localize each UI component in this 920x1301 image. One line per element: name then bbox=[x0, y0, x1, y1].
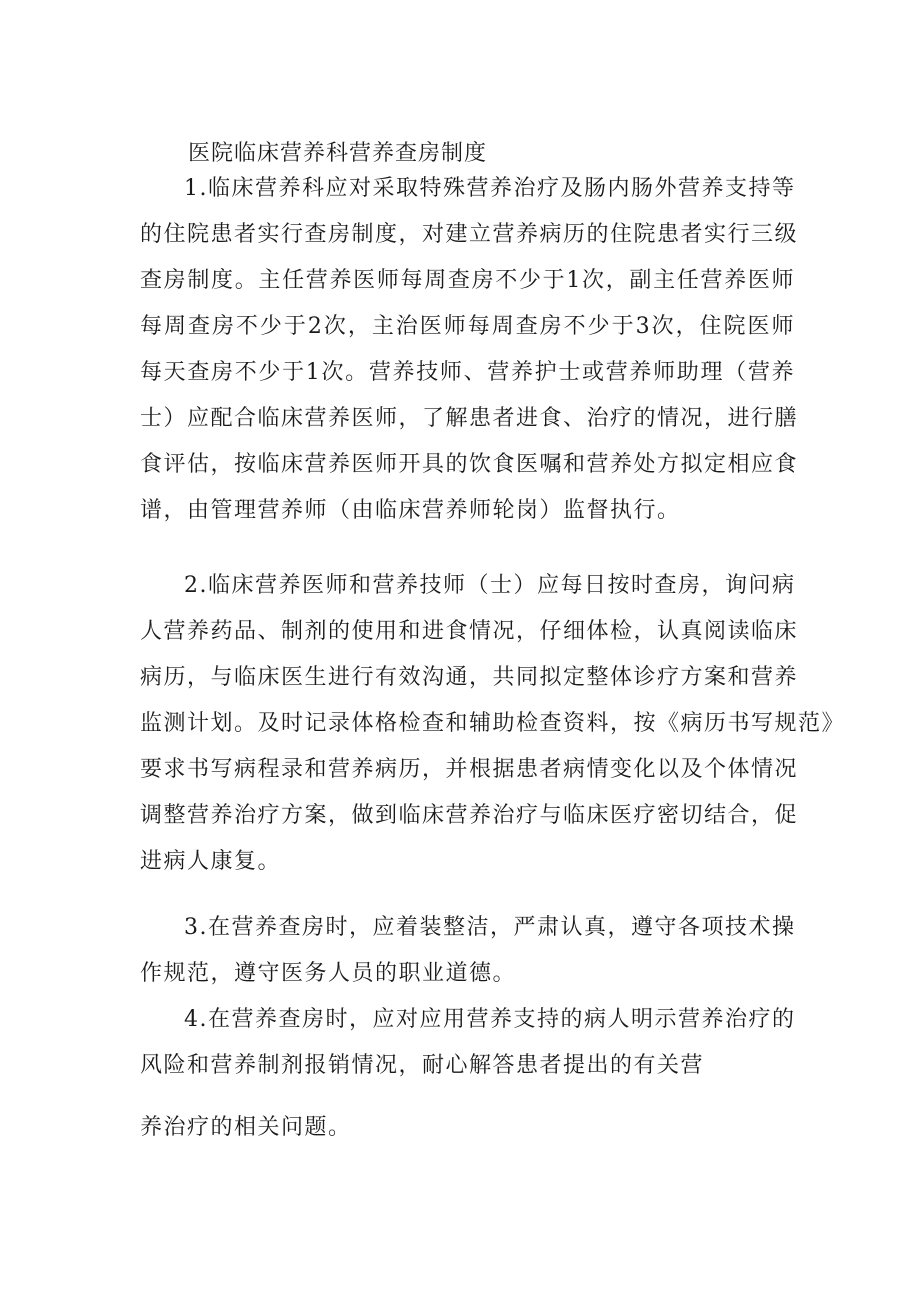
paragraph-line: 病历，与临床医生进行有效沟通，共同拟定整体诊疗方案和营养 bbox=[140, 665, 799, 690]
paragraph-2 bbox=[140, 563, 846, 885]
paragraph-line: 4.在营养查房时，应对应用营养支持的病人明示营养治疗的 bbox=[184, 1007, 796, 1032]
paragraph-4 bbox=[140, 997, 795, 1089]
paragraph-line: 进病人康复。 bbox=[140, 849, 282, 874]
paragraph-line: 谱，由管理营养师（由临床营养师轮岗）监督执行。 bbox=[140, 498, 681, 523]
paragraph-line: 监测计划。及时记录体格检查和辅助检查资料，按《病历书写规范》 bbox=[140, 711, 846, 736]
paragraph-line: 要求书写病程录和营养病历，并根据患者病情变化以及个体情况 bbox=[140, 757, 799, 782]
paragraph-1 bbox=[140, 166, 799, 534]
paragraph-line: 士）应配合临床营养医师，了解患者进食、治疗的情况，进行膳 bbox=[140, 406, 799, 431]
paragraph-line: 调整营养治疗方案，做到临床营养治疗与临床医疗密切结合，促 bbox=[140, 803, 799, 828]
paragraph-4-continuation: 养治疗的相关问题。 bbox=[140, 1115, 352, 1140]
paragraph-line: 的住院患者实行查房制度，对建立营养病历的住院患者实行三级 bbox=[140, 222, 799, 247]
paragraph-line: 每天查房不少于1次。营养技师、营养护士或营养师助理（营养 bbox=[140, 360, 795, 385]
paragraph-line: 2.临床营养医师和营养技师（士）应每日按时查房，询问病 bbox=[184, 573, 796, 598]
paragraph-3 bbox=[140, 905, 795, 997]
paragraph-line: 风险和营养制剂报销情况，耐心解答患者提出的有关营 bbox=[140, 1053, 705, 1078]
paragraph-line: 作规范，遵守医务人员的职业道德。 bbox=[140, 961, 517, 986]
paragraph-line: 食评估，按临床营养医师开具的饮食医嘱和营养处方拟定相应食 bbox=[140, 452, 799, 477]
paragraph-line: 1.临床营养科应对采取特殊营养治疗及肠内肠外营养支持等 bbox=[184, 176, 796, 201]
document-title: 医院临床营养科营养查房制度 bbox=[188, 141, 488, 166]
paragraph-line: 查房制度。主任营养医师每周查房不少于1次，副主任营养医师 bbox=[140, 268, 795, 293]
paragraph-line: 每周查房不少于2次，主治医师每周查房不少于3次，住院医师 bbox=[140, 314, 795, 339]
paragraph-line: 3.在营养查房时，应着装整洁，严肃认真，遵守各项技术操 bbox=[184, 915, 796, 940]
paragraph-line: 人营养药品、制剂的使用和进食情况，仔细体检，认真阅读临床 bbox=[140, 619, 799, 644]
